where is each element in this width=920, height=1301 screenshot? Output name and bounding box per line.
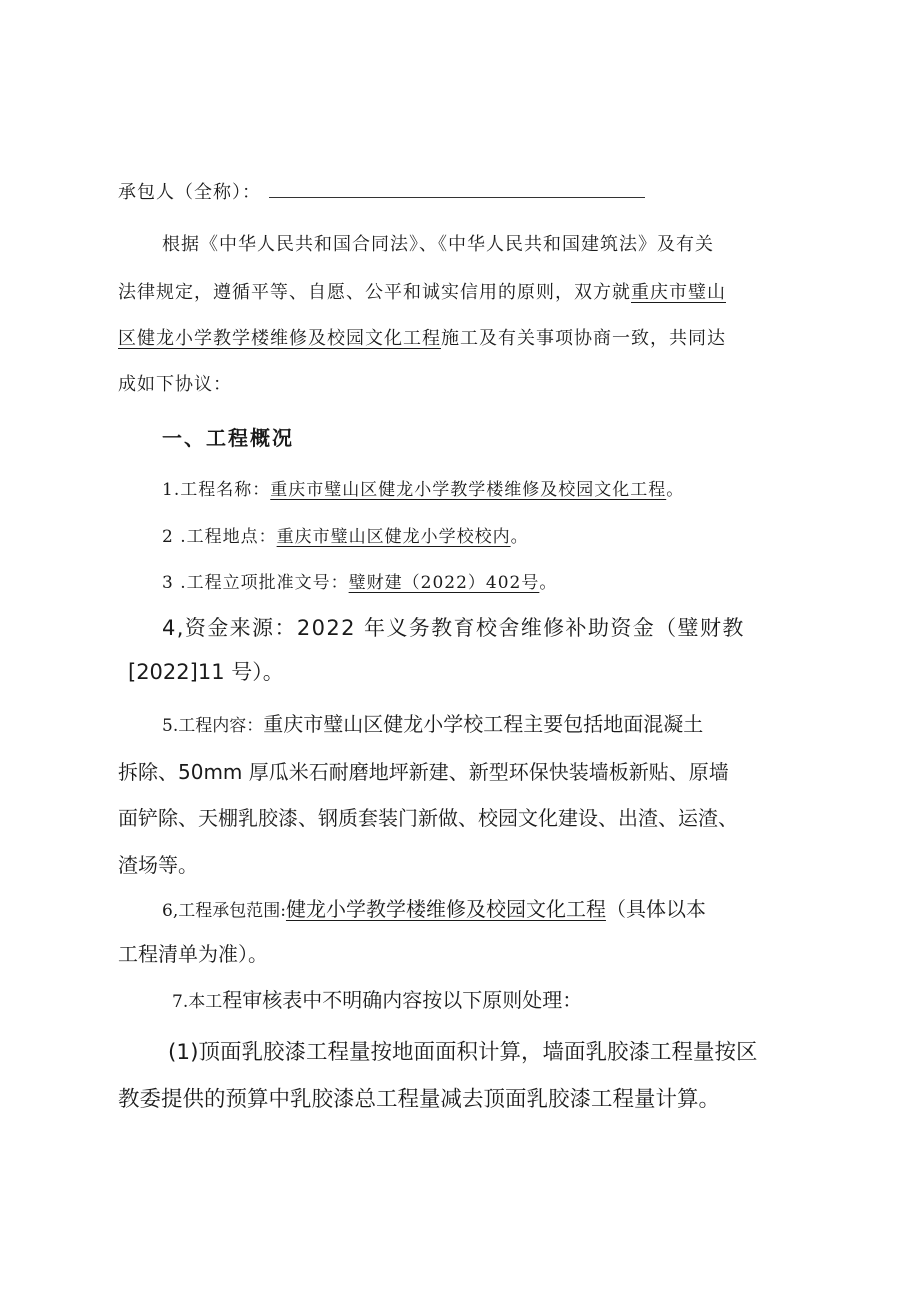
item-1 [162, 475, 684, 500]
punct: 。 [539, 573, 558, 593]
item-text: 资金来源：2022 年义务教育校舍维修补助资金（璧财教 [184, 616, 745, 640]
item-text: 重庆市璧山区健龙小学校工程主要包括地面混凝土 [263, 712, 704, 736]
intro-line-3 [118, 324, 726, 350]
intro-text: 施工及有关事项协商一致，共同达 [441, 328, 726, 349]
item-label: 5.工程内容： [162, 716, 264, 736]
project-name-underlined: 区健龙小学教学楼维修及校园文化工程 [118, 328, 441, 349]
item-label: 3 .工程立项批准文号： [162, 573, 349, 593]
item-label: 6,工程承包范围: [162, 901, 286, 921]
contractor-label: 承包人（全称）： [118, 182, 261, 203]
item-7 [172, 984, 582, 1013]
item-6-line-2: 工程清单为准）。 [118, 942, 268, 966]
item-5-line-2: 拆除、50mm 厚瓜米石耐磨地坪新建、新型环保快装墙板新贴、原墙 [118, 760, 729, 784]
item-2 [162, 522, 529, 547]
section-heading: 一、工程概况 [162, 426, 294, 450]
item-label: 1.工程名称： [162, 480, 271, 500]
principle-1: (1)顶面乳胶漆工程量按地面面积计算，墙面乳胶漆工程量按区 [168, 1040, 758, 1065]
item-label: 7.本工 [172, 992, 223, 1012]
item-5 [162, 708, 703, 737]
item-5-line-4: 渣场等。 [118, 853, 198, 877]
punct: 。 [666, 480, 685, 500]
item-text: （具体以本 [605, 897, 706, 921]
item-6 [162, 893, 706, 922]
item-number: 4, [162, 616, 185, 640]
punct: 。 [510, 527, 529, 547]
intro-line-1: 根据《中华人民共和国合同法》、《中华人民共和国建筑法》及有关 [162, 234, 714, 255]
item-label: 2 .工程地点： [162, 527, 277, 547]
item-4-line-2: [2022]11 号）。 [128, 660, 284, 684]
contractor-blank-field[interactable] [269, 179, 645, 198]
item-value: 璧财建（2022）402号 [348, 573, 540, 593]
intro-text: 法律规定，遵循平等、自愿、公平和诚实信用的原则，双方就 [118, 282, 631, 303]
intro-line-4: 成如下协议： [118, 374, 232, 395]
item-4 [162, 612, 745, 642]
contractor-line [118, 178, 645, 204]
item-value: 重庆市璧山区健龙小学校校内 [276, 527, 511, 547]
project-name-underlined: 重庆市璧山 [631, 282, 726, 303]
item-value: 重庆市璧山区健龙小学教学楼维修及校园文化工程 [270, 480, 667, 500]
item-5-line-3: 面铲除、天棚乳胶漆、钢质套装门新做、校园文化建设、出渣、运渣、 [118, 806, 738, 830]
principle-1-line-2: 教委提供的预算中乳胶漆总工程量减去顶面乳胶漆工程量计算。 [118, 1087, 721, 1112]
item-text: 程审核表中不明确内容按以下原则处理： [222, 988, 583, 1012]
item-3 [162, 568, 557, 593]
item-value: 健龙小学教学楼维修及校园文化工程 [285, 897, 606, 921]
intro-line-2 [118, 278, 726, 304]
